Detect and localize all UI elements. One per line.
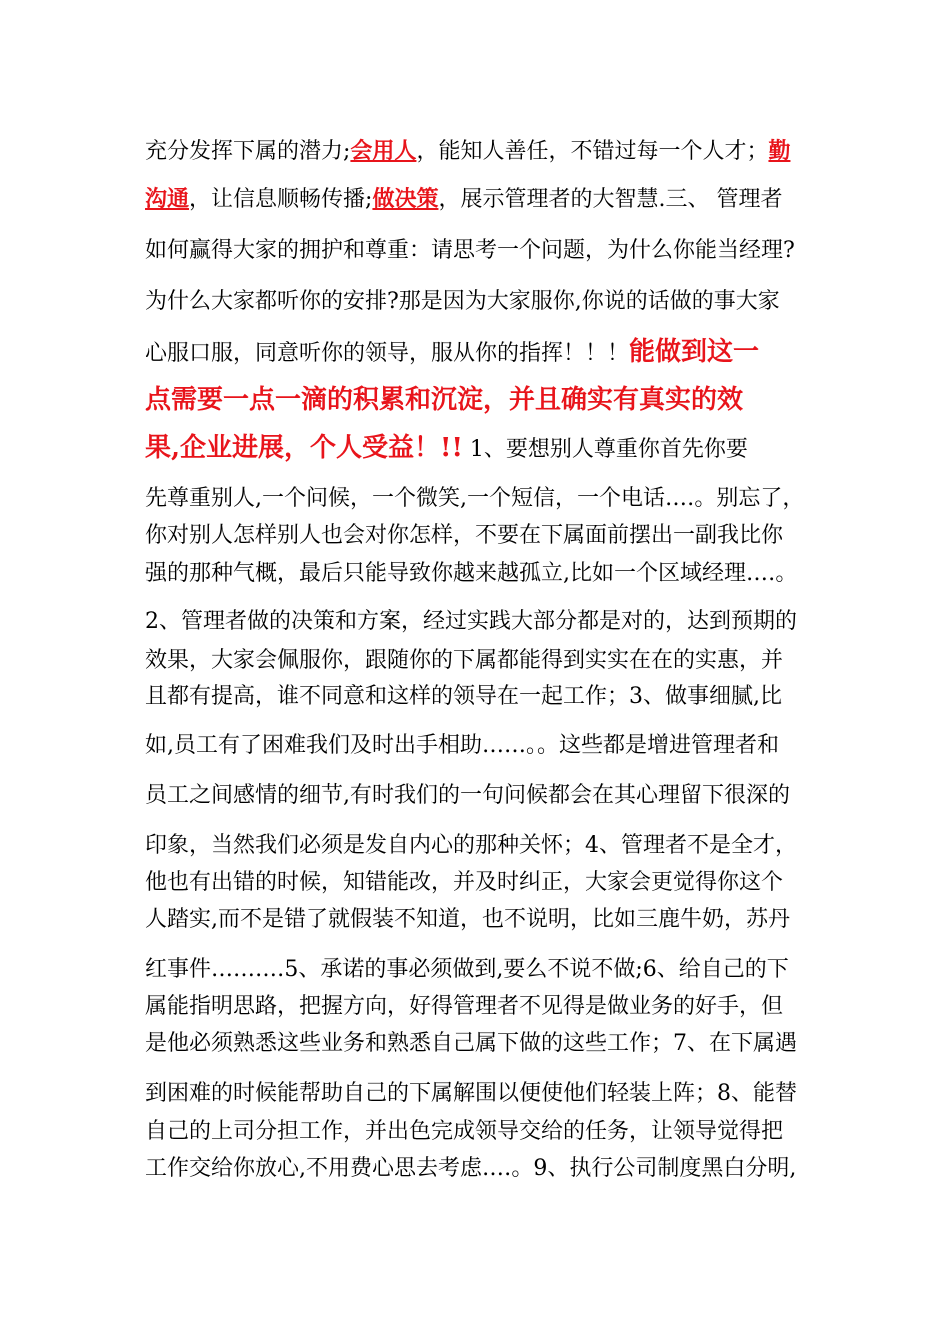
- text-run: ，让信息顺畅传播;: [189, 187, 373, 212]
- highlight-keyword: 会用人: [350, 138, 417, 164]
- text-line-11: 2、管理者做的决策和方案，经过实践大部分都是对的，达到预期的: [145, 609, 797, 634]
- text-line-12: 效果，大家会佩服你，跟随你的下属都能得到实实在在的实惠，并: [145, 648, 784, 673]
- text-line-8: 先尊重别人,一个问候，一个微笑,一个短信，一个电话…․。别忘了，: [145, 486, 805, 511]
- text-run: 充分发挥下属的潜力;: [145, 139, 351, 164]
- text-line-2: [145, 184, 782, 215]
- text-line-21: 是他必须熟悉这些业务和熟悉自己属下做的这些工作；7、在下属遇: [145, 1031, 797, 1056]
- text-line-10: 强的那种气概，最后只能导致你越来越孤立,比如一个区域经理…․。: [145, 561, 798, 586]
- text-line-23: 自己的上司分担工作，并出色完成领导交给的任务，让领导觉得把: [145, 1119, 784, 1144]
- emphasis-text: 能做到这一: [629, 337, 760, 367]
- text-line-9: 你对别人怎样别人也会对你怎样，不要在下属面前摆出一副我比你: [145, 523, 784, 548]
- text-run: 心服口服，同意听你的领导，服从你的指挥！！！: [145, 341, 630, 366]
- text-line-3: 如何赢得大家的拥护和尊重：请思考一个问题，为什么你能当经理?: [145, 238, 795, 263]
- text-run: ，能知人善任，不错过每一个人才；: [416, 139, 769, 164]
- text-line-24: 工作交给你放心,不用费心思去考虑…․。9、执行公司制度黑白分明,: [145, 1156, 797, 1181]
- text-line-6: 点需要一点一滴的积累和沉淀，并且确实有真实的效: [145, 385, 744, 415]
- text-line-4: 为什么大家都听你的安排?那是因为大家服你,你说的话做的事大家: [145, 289, 780, 314]
- text-line-7: [145, 433, 748, 465]
- text-line-22: 到困难的时候能帮助自己的下属解围以便使他们轻装上阵；8、能替: [145, 1081, 797, 1106]
- text-line-17: 他也有出错的时候，知错能改，并及时纠正，大家会更觉得你这个: [145, 870, 784, 895]
- highlight-keyword: 勤: [768, 138, 791, 164]
- text-run: ，展示管理者的大智慧.三、 管理者: [438, 187, 783, 212]
- text-line-20: 属能指明思路，把握方向，好得管理者不见得是做业务的好手，但: [145, 994, 784, 1019]
- highlight-keyword: 做决策: [372, 186, 439, 212]
- text-line-19: 红事件………․5、承诺的事必须做到,要么不说不做;6、给自己的下: [145, 957, 789, 982]
- text-line-5: [145, 337, 759, 369]
- text-line-18: 人踏实,而不是错了就假装不知道，也不说明，比如三鹿牛奶，苏丹: [145, 907, 790, 932]
- text-run: 1、要想别人尊重你首先你要: [462, 437, 748, 462]
- text-line-13: 且都有提高，谁不同意和这样的领导在一起工作；3、做事细腻,比: [145, 684, 782, 709]
- emphasis-text: 果,企业进展，个人受益！!!: [145, 433, 463, 463]
- text-line-14: 如,员工有了困难我们及时出手相助……。。这些都是增进管理者和: [145, 733, 779, 758]
- text-line-16: 印象，当然我们必须是发自内心的那种关怀；4、管理者不是全才，: [145, 833, 797, 858]
- text-line-15: 员工之间感情的细节,有时我们的一句问候都会在其心理留下很深的: [145, 783, 790, 808]
- text-line-1: [145, 136, 790, 167]
- highlight-keyword: 沟通: [145, 186, 190, 212]
